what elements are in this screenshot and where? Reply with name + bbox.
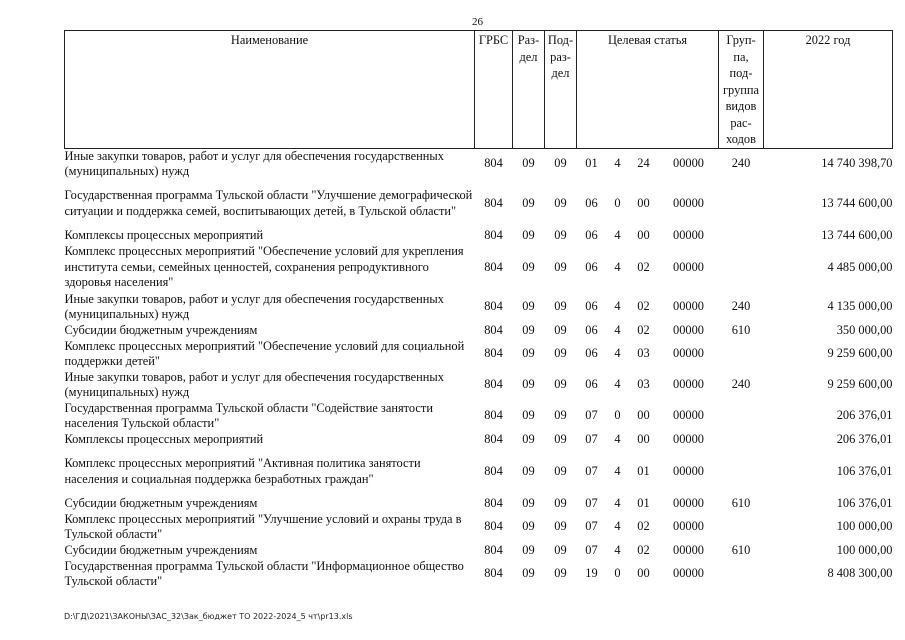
cell-amount: 8 408 300,00 bbox=[827, 566, 893, 581]
cell-razdel: 09 bbox=[522, 156, 535, 171]
cell-amount: 206 376,01 bbox=[836, 408, 893, 423]
cell-grbs: 804 bbox=[484, 259, 503, 274]
cell-expense-group: 240 bbox=[731, 377, 751, 392]
table-row bbox=[65, 401, 893, 432]
cell-amount: 13 744 600,00 bbox=[821, 227, 893, 242]
cell-grbs: 804 bbox=[484, 495, 503, 510]
cell-direction: 00000 bbox=[673, 227, 704, 242]
table-row bbox=[65, 244, 893, 292]
cell-grbs: 804 bbox=[484, 195, 503, 210]
cell-name: Субсидии бюджетным учреждениям bbox=[64, 542, 258, 557]
cell-type: 0 bbox=[614, 566, 621, 581]
cell-expense-group bbox=[719, 180, 764, 228]
cell-program: 07 bbox=[585, 431, 598, 446]
cell-expense-group bbox=[719, 228, 764, 244]
table-row bbox=[65, 432, 893, 448]
cell-expense-group bbox=[719, 448, 764, 496]
page-number: 26 bbox=[472, 16, 483, 28]
cell-name: Комплекс процессных мероприятий "Активная политика занятости населения и социальная поддержка безработных граждан" bbox=[64, 456, 421, 486]
cell-program: 19 bbox=[585, 566, 598, 581]
cell-name: Государственная программа Тульской области "Улучшение демографической ситуации и поддержка семей, воспитывающих детей, в Тульской области" bbox=[64, 188, 473, 218]
cell-razdel: 09 bbox=[522, 431, 535, 446]
cell-direction: 00000 bbox=[673, 299, 704, 314]
cell-podrazdel: 09 bbox=[554, 495, 567, 510]
cell-name: Государственная программа Тульской области "Информационное общество Тульской области" bbox=[64, 558, 464, 588]
cell-podrazdel: 09 bbox=[554, 227, 567, 242]
cell-razdel: 09 bbox=[522, 227, 535, 242]
cell-direction: 00000 bbox=[673, 431, 704, 446]
cell-amount: 13 744 600,00 bbox=[821, 195, 893, 210]
cell-program: 06 bbox=[585, 377, 598, 392]
cell-name: Комплексы процессных мероприятий bbox=[64, 431, 264, 446]
cell-subprogram: 03 bbox=[637, 346, 650, 361]
cell-subprogram: 00 bbox=[637, 195, 650, 210]
cell-amount: 206 376,01 bbox=[836, 431, 893, 446]
cell-program: 06 bbox=[585, 299, 598, 314]
table-row bbox=[65, 180, 893, 228]
cell-type: 4 bbox=[614, 495, 621, 510]
cell-expense-group bbox=[719, 244, 764, 292]
cell-program: 06 bbox=[585, 259, 598, 274]
cell-subprogram: 02 bbox=[637, 542, 650, 557]
cell-program: 07 bbox=[585, 519, 598, 534]
table-row bbox=[65, 543, 893, 559]
cell-program: 07 bbox=[585, 408, 598, 423]
cell-subprogram: 24 bbox=[637, 156, 650, 171]
cell-direction: 00000 bbox=[673, 377, 704, 392]
cell-subprogram: 02 bbox=[637, 519, 650, 534]
cell-razdel: 09 bbox=[522, 519, 535, 534]
cell-type: 4 bbox=[614, 463, 621, 478]
cell-direction: 00000 bbox=[673, 566, 704, 581]
cell-type: 4 bbox=[614, 542, 621, 557]
cell-expense-group bbox=[719, 432, 764, 448]
cell-grbs: 804 bbox=[484, 156, 503, 171]
cell-grbs: 804 bbox=[484, 322, 503, 337]
footer-file-path: D:\ГД\2021\ЗАКОНЫ\ЗАС_32\Зак_бюджет ТО 2022-2024_5 чт\pr13.xls bbox=[64, 612, 353, 621]
cell-subprogram: 00 bbox=[637, 227, 650, 242]
cell-expense-group bbox=[719, 559, 764, 590]
cell-subprogram: 01 bbox=[637, 463, 650, 478]
cell-razdel: 09 bbox=[522, 259, 535, 274]
cell-subprogram: 02 bbox=[637, 259, 650, 274]
cell-podrazdel: 09 bbox=[554, 259, 567, 274]
cell-subprogram: 00 bbox=[637, 566, 650, 581]
cell-podrazdel: 09 bbox=[554, 519, 567, 534]
cell-podrazdel: 09 bbox=[554, 299, 567, 314]
cell-podrazdel: 09 bbox=[554, 377, 567, 392]
header-name: Наименование bbox=[65, 31, 475, 149]
cell-razdel: 09 bbox=[522, 542, 535, 557]
cell-amount: 100 000,00 bbox=[836, 519, 893, 534]
cell-amount: 106 376,01 bbox=[836, 463, 893, 478]
cell-podrazdel: 09 bbox=[554, 195, 567, 210]
cell-direction: 00000 bbox=[673, 463, 704, 478]
cell-type: 4 bbox=[614, 431, 621, 446]
cell-subprogram: 02 bbox=[637, 322, 650, 337]
cell-program: 06 bbox=[585, 346, 598, 361]
cell-expense-group: 610 bbox=[731, 322, 751, 337]
cell-name: Комплекс процессных мероприятий "Обеспечение условий для социальной поддержки детей" bbox=[64, 338, 465, 368]
table-row bbox=[65, 512, 893, 543]
cell-type: 0 bbox=[614, 195, 621, 210]
cell-direction: 00000 bbox=[673, 542, 704, 557]
cell-podrazdel: 09 bbox=[554, 566, 567, 581]
cell-expense-group bbox=[719, 512, 764, 543]
cell-direction: 00000 bbox=[673, 322, 704, 337]
cell-expense-group: 610 bbox=[731, 542, 751, 557]
cell-type: 4 bbox=[614, 299, 621, 314]
cell-grbs: 804 bbox=[484, 299, 503, 314]
cell-direction: 00000 bbox=[673, 259, 704, 274]
cell-name: Комплекс процессных мероприятий "Улучшение условий и охраны труда в Тульской области" bbox=[64, 511, 462, 541]
cell-name: Субсидии бюджетным учреждениям bbox=[64, 322, 258, 337]
cell-grbs: 804 bbox=[484, 519, 503, 534]
table-row bbox=[65, 339, 893, 370]
cell-podrazdel: 09 bbox=[554, 408, 567, 423]
cell-direction: 00000 bbox=[673, 408, 704, 423]
cell-subprogram: 01 bbox=[637, 495, 650, 510]
cell-razdel: 09 bbox=[522, 566, 535, 581]
cell-grbs: 804 bbox=[484, 542, 503, 557]
cell-type: 0 bbox=[614, 408, 621, 423]
cell-subprogram: 02 bbox=[637, 299, 650, 314]
cell-razdel: 09 bbox=[522, 322, 535, 337]
cell-expense-group: 610 bbox=[731, 495, 751, 510]
cell-razdel: 09 bbox=[522, 299, 535, 314]
cell-podrazdel: 09 bbox=[554, 346, 567, 361]
cell-direction: 00000 bbox=[673, 519, 704, 534]
cell-razdel: 09 bbox=[522, 495, 535, 510]
header-year-2022: 2022 год bbox=[764, 31, 893, 149]
cell-expense-group bbox=[719, 401, 764, 432]
cell-razdel: 09 bbox=[522, 377, 535, 392]
cell-program: 06 bbox=[585, 227, 598, 242]
cell-name: Комплексы процессных мероприятий bbox=[64, 227, 264, 242]
cell-subprogram: 00 bbox=[637, 431, 650, 446]
cell-type: 4 bbox=[614, 519, 621, 534]
cell-subprogram: 03 bbox=[637, 377, 650, 392]
cell-name: Комплекс процессных мероприятий "Обеспечение условий для укрепления института семьи, семейных ценностей, сохранения репродуктивного здоровья населения" bbox=[64, 244, 464, 290]
table-row bbox=[65, 148, 893, 180]
cell-grbs: 804 bbox=[484, 566, 503, 581]
cell-podrazdel: 09 bbox=[554, 431, 567, 446]
cell-direction: 00000 bbox=[673, 195, 704, 210]
budget-table bbox=[64, 30, 893, 590]
header-expense-group: Груп- па, под- группа видов рас- ходов bbox=[719, 31, 764, 149]
cell-name: Субсидии бюджетным учреждениям bbox=[64, 495, 258, 510]
cell-grbs: 804 bbox=[484, 463, 503, 478]
cell-program: 07 bbox=[585, 542, 598, 557]
header-podrazdel: Под- раз- дел bbox=[545, 31, 577, 149]
cell-type: 4 bbox=[614, 322, 621, 337]
table-row bbox=[65, 228, 893, 244]
cell-type: 4 bbox=[614, 227, 621, 242]
table-row bbox=[65, 370, 893, 401]
cell-razdel: 09 bbox=[522, 463, 535, 478]
cell-podrazdel: 09 bbox=[554, 463, 567, 478]
cell-name: Государственная программа Тульской области "Содействие занятости населения Тульской области" bbox=[64, 400, 433, 430]
cell-amount: 350 000,00 bbox=[836, 322, 893, 337]
table-row bbox=[65, 323, 893, 339]
cell-program: 06 bbox=[585, 322, 598, 337]
cell-grbs: 804 bbox=[484, 431, 503, 446]
cell-amount: 9 259 600,00 bbox=[827, 346, 893, 361]
cell-razdel: 09 bbox=[522, 195, 535, 210]
cell-name: Иные закупки товаров, работ и услуг для обеспечения государственных (муниципальных) нужд bbox=[64, 369, 444, 399]
cell-expense-group bbox=[719, 339, 764, 370]
header-razdel: Раз- дел bbox=[513, 31, 545, 149]
cell-grbs: 804 bbox=[484, 346, 503, 361]
cell-podrazdel: 09 bbox=[554, 156, 567, 171]
table-row bbox=[65, 448, 893, 496]
cell-amount: 4 135 000,00 bbox=[827, 299, 893, 314]
cell-name: Иные закупки товаров, работ и услуг для обеспечения государственных (муниципальных) нужд bbox=[64, 148, 444, 178]
cell-grbs: 804 bbox=[484, 377, 503, 392]
cell-expense-group: 240 bbox=[731, 156, 751, 171]
cell-direction: 00000 bbox=[673, 156, 704, 171]
cell-program: 06 bbox=[585, 195, 598, 210]
cell-program: 07 bbox=[585, 495, 598, 510]
cell-name: Иные закупки товаров, работ и услуг для обеспечения государственных (муниципальных) нужд bbox=[64, 291, 444, 321]
cell-amount: 4 485 000,00 bbox=[827, 259, 893, 274]
cell-type: 4 bbox=[614, 346, 621, 361]
cell-type: 4 bbox=[614, 156, 621, 171]
table-row bbox=[65, 292, 893, 323]
table-row bbox=[65, 559, 893, 590]
cell-direction: 00000 bbox=[673, 495, 704, 510]
cell-expense-group: 240 bbox=[731, 299, 751, 314]
header-target-article: Целевая статья bbox=[577, 31, 719, 149]
cell-subprogram: 00 bbox=[637, 408, 650, 423]
table-row bbox=[65, 496, 893, 512]
cell-grbs: 804 bbox=[484, 227, 503, 242]
cell-type: 4 bbox=[614, 377, 621, 392]
cell-razdel: 09 bbox=[522, 408, 535, 423]
cell-program: 07 bbox=[585, 463, 598, 478]
cell-program: 01 bbox=[585, 156, 598, 171]
cell-grbs: 804 bbox=[484, 408, 503, 423]
table-body bbox=[65, 148, 893, 590]
cell-amount: 9 259 600,00 bbox=[827, 377, 893, 392]
cell-podrazdel: 09 bbox=[554, 322, 567, 337]
cell-razdel: 09 bbox=[522, 346, 535, 361]
cell-type: 4 bbox=[614, 259, 621, 274]
cell-amount: 100 000,00 bbox=[836, 542, 893, 557]
header-grbs: ГРБС bbox=[475, 31, 513, 149]
cell-amount: 14 740 398,70 bbox=[821, 156, 893, 171]
cell-amount: 106 376,01 bbox=[836, 495, 893, 510]
cell-podrazdel: 09 bbox=[554, 542, 567, 557]
cell-direction: 00000 bbox=[673, 346, 704, 361]
